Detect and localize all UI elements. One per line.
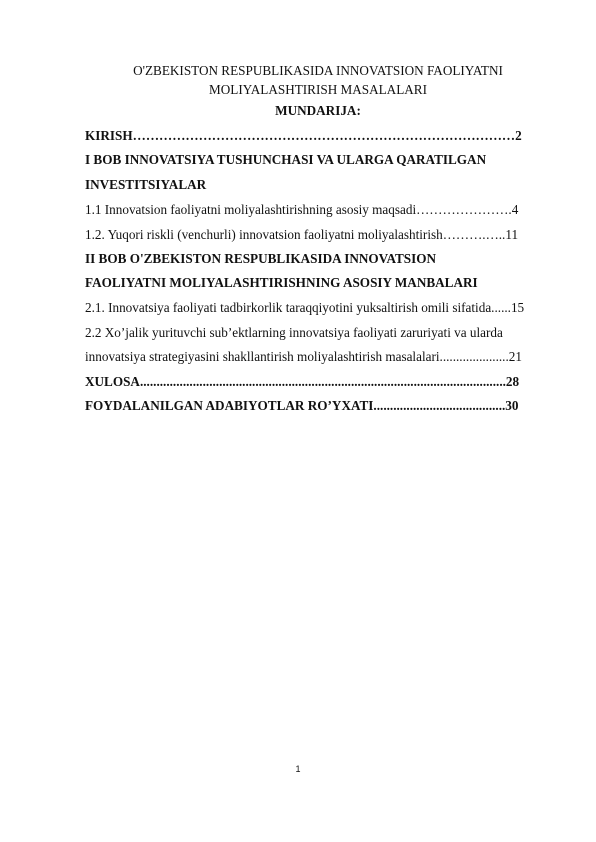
document-title-line-1: O'ZBEKISTON RESPUBLIKASIDA INNOVATSION FAOLIYATNI: [133, 63, 503, 78]
toc-chapter-1-line-2: INVESTITSIYALAR: [85, 177, 207, 192]
toc-entry-xulosa: XULOSA...............................................................................................................28: [85, 374, 520, 389]
toc-entry-references: FOYDALANILGAN ADABIYOTLAR RO’YXATI........................................30: [85, 398, 519, 413]
toc-entry-2-2-line-2: innovatsiya strategiyasini shakllantirish moliyalashtirish masalalari.....................21: [85, 349, 522, 364]
document-title-line-2: MOLIYALASHTIRISH MASALALARI: [209, 82, 427, 97]
toc-chapter-2-line-1: II BOB O'ZBEKISTON RESPUBLIKASIDA INNOVATSION: [85, 251, 437, 266]
toc-chapter-2-line-2: FAOLIYATNI MOLIYALASHTIRISHNING ASOSIY MANBALARI: [85, 275, 478, 290]
toc-entry-2-1: 2.1. Innovatsiya faoliyati tadbirkorlik taraqqiyotini yuksaltirish omili sifatida......15: [85, 300, 525, 315]
toc-entry-1-1: 1.1 Innovatsion faoliyatni moliyalashtirishning asosiy maqsadi………………….4: [85, 202, 519, 217]
toc-entry-1-2: 1.2. Yuqori riskli (venchurli) innovatsion faoliyatni moliyalashtirish……….…..11: [85, 227, 519, 242]
toc-entry-2-2-line-1: 2.2 Xo’jalik yurituvchi sub’ektlarning innovatsiya faoliyati zaruriyati va ularda: [85, 325, 503, 340]
toc-entry-kirish: KIRISH……………………………………………………………………………2: [85, 128, 522, 143]
page-number: 1: [295, 764, 301, 774]
toc-chapter-1-line-1: I BOB INNOVATSIYA TUSHUNCHASI VA ULARGA QARATILGAN: [85, 152, 487, 167]
contents-heading: MUNDARIJA:: [275, 103, 361, 118]
